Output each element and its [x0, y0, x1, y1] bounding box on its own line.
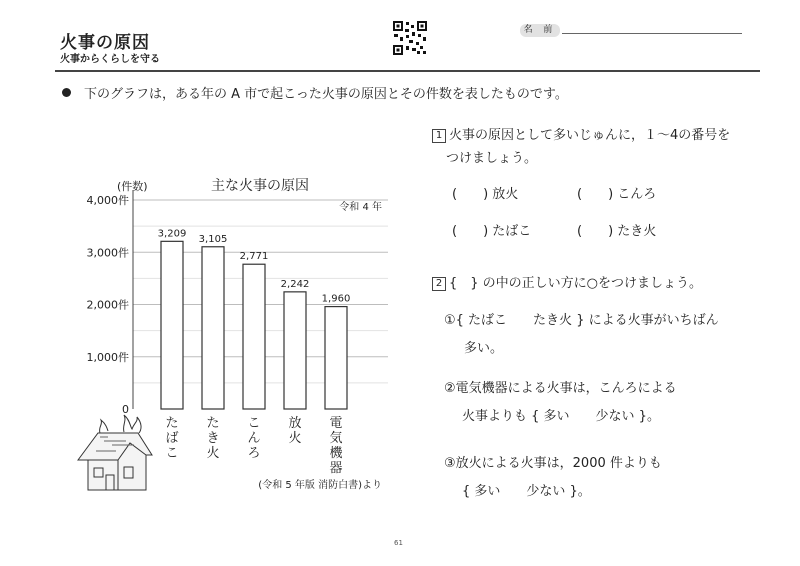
question-2-text: { } の中の正しい方に○をつけましょう。	[449, 276, 703, 291]
category-label: こんろ	[247, 416, 261, 461]
intro-text: 下のグラフは，ある年の A 市で起こった火事の原因とその件数を表したものです。	[84, 87, 568, 102]
bullet-icon	[62, 88, 71, 97]
burning-house-illustration	[78, 415, 152, 490]
name-label: 名 前	[520, 24, 560, 37]
answer-blank-houka[interactable]: ( ) 放火	[452, 187, 519, 202]
y-tick-label: 4,000件	[86, 194, 129, 207]
bar	[325, 307, 347, 409]
page-title: 火事の原因	[60, 33, 150, 53]
bar-value-label: 2,242	[280, 278, 310, 290]
qr-code-icon[interactable]	[392, 20, 428, 56]
y-tick-label: 1,000件	[86, 350, 129, 364]
category-label: 電気機器	[329, 416, 343, 476]
question-1-line1	[432, 127, 730, 145]
category-label: たばこ	[165, 416, 179, 461]
chart-title: 主な火事の原因	[211, 178, 309, 194]
bar-value-label: 1,960	[321, 293, 351, 305]
bar	[202, 247, 224, 409]
question-2-line	[432, 275, 702, 293]
question-2-item3-line2[interactable]: { 多い 少ない }。	[462, 484, 591, 499]
question-1-line2: つけましょう。	[446, 151, 538, 166]
bar	[243, 264, 265, 409]
name-line[interactable]	[562, 33, 742, 34]
question-1-text: 火事の原因として多いじゅんに，１～4の番号を	[449, 128, 731, 143]
y-tick-label: 3,000件	[86, 246, 129, 260]
bar	[161, 241, 183, 409]
question-1-number: 1	[432, 129, 446, 143]
chart-ylabel: (件数)	[117, 180, 148, 193]
answer-blank-takibi[interactable]: ( ) たき火	[577, 224, 657, 239]
question-2-number: 2	[432, 277, 446, 291]
y-tick-label: 0	[122, 403, 129, 416]
bar	[284, 292, 306, 409]
y-tick-label: 2,000件	[86, 298, 129, 312]
bar-value-label: 2,771	[239, 251, 269, 263]
page-subtitle: 火事からくらしを守る	[60, 54, 160, 65]
header-rule	[55, 70, 760, 72]
answer-blank-konro[interactable]: ( ) こんろ	[577, 187, 657, 202]
question-2-item3-line1: ③放火による火事は，2000 件よりも	[444, 456, 662, 471]
question-2-item2-line1: ②電気機器による火事は，こんろによる	[444, 381, 677, 396]
category-label: 放火	[288, 416, 302, 446]
category-label: たき火	[206, 416, 220, 461]
answer-blank-tabako[interactable]: ( ) たばこ	[452, 224, 532, 239]
question-2-item1-line1[interactable]: ①{ たばこ たき火 } による火事がいちばん	[444, 313, 719, 328]
chart-source: (令和 5 年版 消防白書)より	[258, 480, 382, 491]
question-2-item1-line2: 多い。	[464, 341, 504, 356]
bar-value-label: 3,209	[157, 228, 187, 240]
page-number: 61	[394, 539, 403, 547]
bar-value-label: 3,105	[198, 233, 228, 245]
bar-chart	[60, 155, 390, 495]
question-2-item2-line2[interactable]: 火事よりも { 多い 少ない }。	[462, 409, 660, 424]
chart-subtitle: 令和 4 年	[339, 202, 382, 213]
